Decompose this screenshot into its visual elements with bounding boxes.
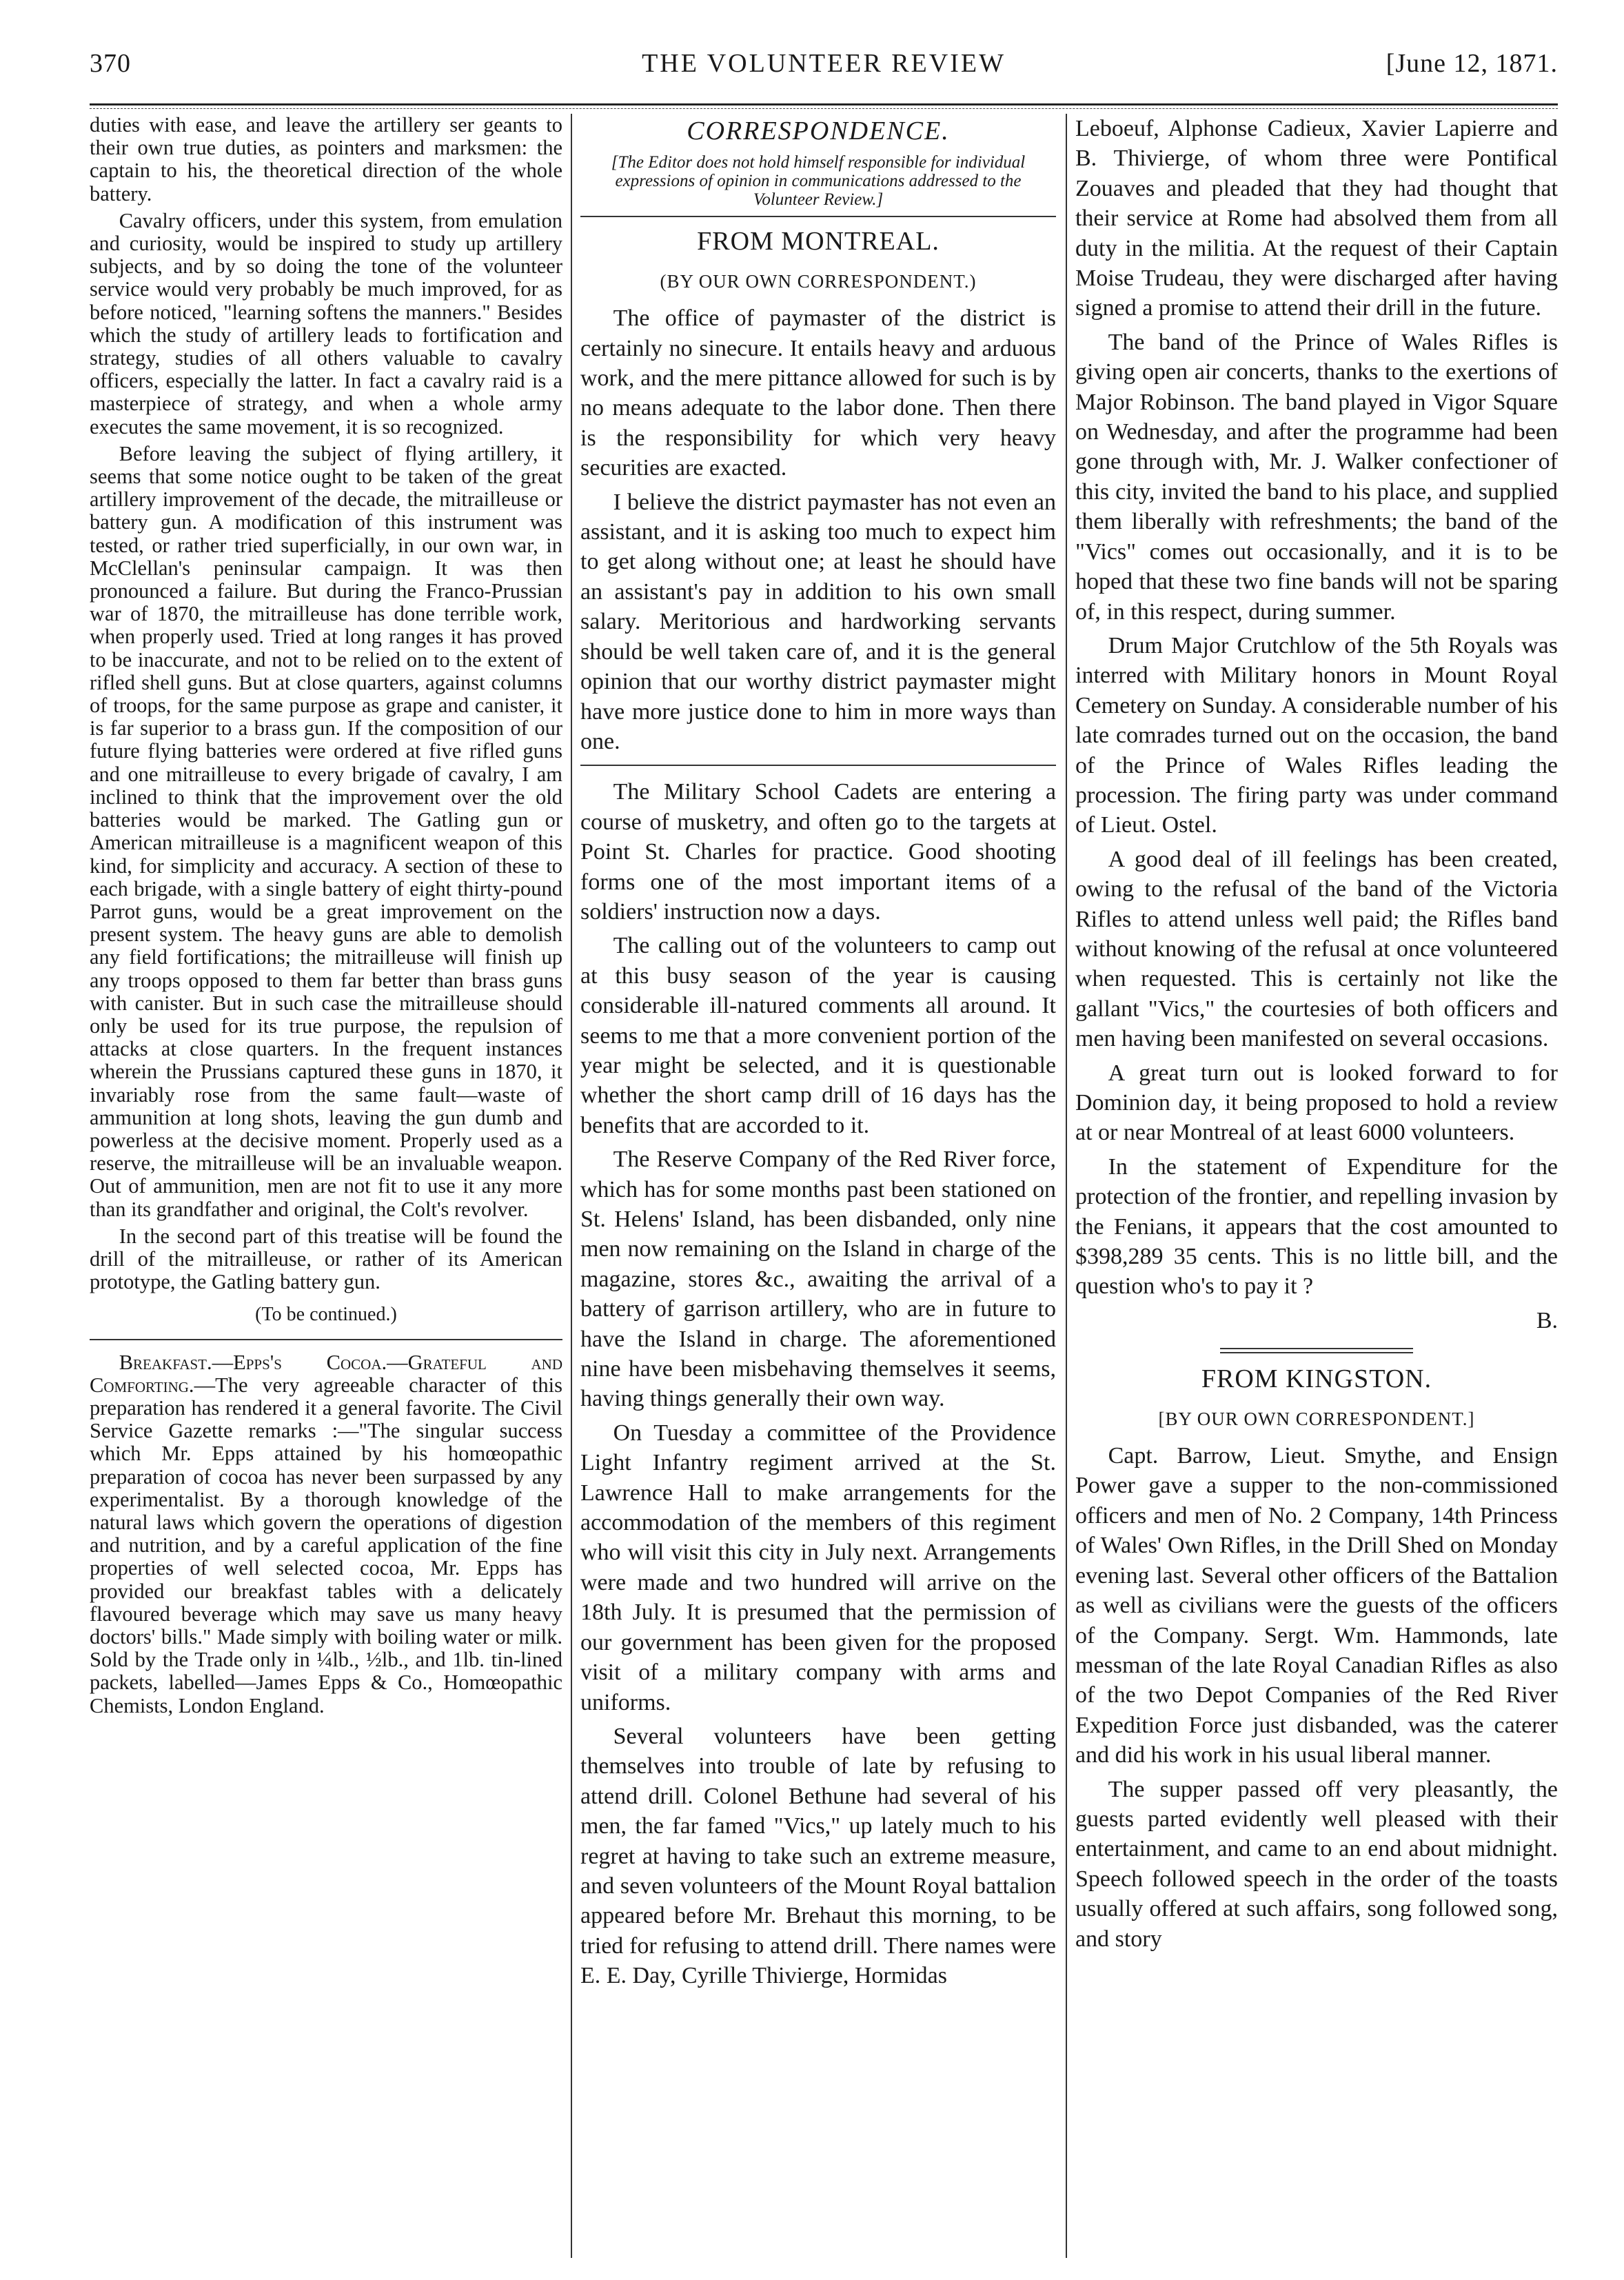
article-paragraph: Before leaving the subject of flying artillery, it seems that some notice ought to be taken of the great artillery improvement of the decade, the mitrailleuse or battery gun. A modification of this instrument was tested, or rather tried superficially, in our own war, in McClellan's peninsular campaign. It was then pronounced a failure. But during the Franco-Prussian war of 1870, the mitrailleuse has done terrible work, when properly used. Tried at long ranges it has proved to be inaccurate, and not to be relied on to the extent of rifled shell guns. But at close quarters, against columns of troops, for the same purpose as grape and canister, it is far superior to a brass gun. If the composition of our future flying batteries were ordered at five rifled guns and one mitrailleuse to every brigade of cavalry, I am inclined to think that the improvement over the old batteries would be marked. The Gatling gun or American mitrailleuse is a magnificent weapon of this kind, for simplicity and accuracy. A section of these to each brigade, with a single battery of eight thirty-pound Parrot guns, would be a great improvement on the present system. The heavy guns are able to demolish any field fortifications; the mitrailleuse will finish up any troops opposed to them far better than brass guns with canister. But in such case the mitrailleuse should only be used for its true purpose, the repulsion of attacks at close quarters. In the frequent instances wherein the Prussians captured these guns in 1870, it invariably rose from the same fault—waste of ammunition at long shots, leaving the gun dumb and powerless at the decisive moment. Properly used as a reserve, the mitrailleuse will be an invaluable weapon. Out of ammunition, men are not fit to use it any more than its grandfather and original, the Colt's revolver. [90, 441, 562, 1221]
signature [1075, 1306, 1558, 1335]
article-paragraph: On Tuesday a committee of the Providence Light Infantry regiment arrived at the St. Lawrence Hall to make arrangements for the accommodation of the members of this regiment who will visit this city in July next. Arrangements were made and two hundred will arrive on the 18th July. It is presumed that the permission of our government has been given for the proposed visit of a military company with arms and uniforms. [580, 1420, 1056, 1715]
byline: (BY OUR OWN CORRESPONDENT.) [660, 270, 977, 292]
article-separator [1220, 1348, 1413, 1353]
article-paragraph: Leboeuf, Alphonse Cadieux, Xavier Lapierre and B. Thivierge, of whom three were Pontifical Zouaves and pleaded that they had thought that their service at Rome had absolved them from all duty in the militia. At the request of their Captain Moise Trudeau, they were discharged after having signed a promise to attend their drill in the future. [1075, 116, 1558, 321]
signature-initial: B. [1536, 1307, 1558, 1333]
page-header [90, 48, 1558, 90]
article-paragraph: I believe the district paymaster has not even an assistant, and it is asking too much to expect him to get along without one; at least he should have an assistant's pay in addition to his own small salary. Meritorious and hardworking servants should be well taken care of, and it is the general opinion that our worthy district paymaster might have more justice done to him in more ways than one. [580, 489, 1056, 754]
article-paragraph: Drum Major Crutchlow of the 5th Royals was interred with Military honors in Mount Royal Cemetery on Sunday. A considerable number of his late comrades turned out on the occasion, the band of the Prince of Wales Rifles leading the procession. The firing party was under command of Lieut. Ostel. [1075, 632, 1558, 838]
advertisement [90, 1351, 562, 1717]
column-2 [580, 114, 1056, 2252]
article-paragraph: Cavalry officers, under this system, from emulation and curiosity, would be inspired to study up artillery subjects, and by so doing the tone of the volunteer service would very probably be much improved, for as before noticed, "learning softens the manners." Besides which the study of artillery leads to fortification and strategy, studies of all others valuable to cavalry officers, especially the latter. In fact a cavalry raid is a masterpiece of strategy, and when a whole army executes the same movement, it is so recognized. [90, 208, 562, 438]
article-paragraph: In the second part of this treatise will be found the drill of the mitrailleuse, or rather of its American prototype, the Gatling battery gun. [90, 1224, 562, 1294]
article-paragraph: A good deal of ill feelings has been created, owing to the refusal of the band of the Victoria Rifles to attend unless well paid; the Rifles band without knowing of the refusal at once volunteered when requested. This is certainly not like the gallant "Vics," the courtesies of both officers and men having been manifested on several occasions. [1075, 846, 1558, 1052]
article-paragraph: In the statement of Expenditure for the protection of the frontier, and repelling invasion by the Fenians, it appears that the cost amounted to $398,289 35 cents. This is no little bill, and the question who's to pay it ? [1075, 1153, 1558, 1300]
article-paragraph: The supper passed off very pleasantly, the guests parted evidently well pleased with their entertainment, and came to an end about midnight. Speech followed speech in the order of the toasts usually offered at such affairs, song followed song, and story [1075, 1776, 1558, 1952]
column-3 [1075, 114, 1558, 2252]
paragraph-rule [580, 765, 1056, 766]
article-paragraph: The band of the Prince of Wales Rifles is giving open air concerts, thanks to the exertions of Major Robinson. The band played in Vigor Square on Wednesday, and after the programme had been gone through with, Mr. J. Walker confectioner of this city, invited the band to his place, and supplied them liberally with refreshments; the band of the "Vics" comes out occasionally, and it is to be hoped that these two fine bands will not be sparing of, in this respect, during summer. [1075, 329, 1558, 625]
article-title: FROM KINGSTON. [1201, 1364, 1432, 1394]
article-paragraph: A great turn out is looked forward to for Dominion day, it being proposed to hold a review at or near Montreal of at least 6000 volunteers. [1075, 1060, 1558, 1146]
section-rule [90, 1339, 562, 1340]
article-title: FROM MONTREAL. [697, 227, 940, 256]
continued-note: (To be continued.) [255, 1304, 397, 1326]
article-paragraph: The calling out of the volunteers to camp out at this busy season of the year is causing considerable ill-natured comments all around. It seems to me that a more convenient portion of the year might be selected, and it is questionable whether the short camp drill of 16 days has the benefits that are accorded to it. [580, 933, 1056, 1138]
article-paragraph: duties with ease, and leave the artillery ser geants to their own true duties, as pointers and marksmen: the captain to his, the theoretical direction of the whole battery. [90, 114, 562, 205]
article-paragraph: The office of paymaster of the district is certainly no sinecure. It entails heavy and arduous work, and the mere pittance allowed for such is by no means adequate to the labor done. Then there is the responsibility for which very heavy securities are exacted. [580, 305, 1056, 481]
article-paragraph: The Military School Cadets are entering a course of musketry, and often go to the targets at Point St. Charles for practice. Good shooting forms one of the most important items of a soldiers' instruction now a days. [580, 779, 1056, 925]
column-divider [571, 114, 572, 2258]
issue-date: [June 12, 1871. [1386, 49, 1558, 78]
publication-title: THE VOLUNTEER REVIEW [642, 49, 1006, 78]
ad-text: —The very agreeable character of this preparation has rendered it a general favorite. The Civil Service Gazette remarks :—"The singular success which Mr. Epps attained by his homœopathic preparation of cocoa has never been surpassed by any experimentalist. By a thorough knowledge of the natural laws which govern the operations of digestion and nutrition, and by a careful application of the fine properties of well selected cocoa, Mr. Epps has provided our breakfast tables with a delicately flavoured beverage which may save us many heavy doctors' bills." Made simply with boiling water or milk. Sold by the Trade only in ¼lb., ½lb., and 1lb. tin-lined packets, labelled—James Epps & Co., Homœopathic Chemists, London England. [90, 1373, 562, 1717]
editor-disclaimer: [The Editor does not hold himself responsible for individual expressions of opinion in communications addressed to the Volunteer Review.] [580, 153, 1056, 217]
header-rule [90, 103, 1558, 109]
byline: [BY OUR OWN CORRESPONDENT.] [1158, 1408, 1475, 1429]
page-number: 370 [90, 49, 131, 78]
article-paragraph: Several volunteers have been getting themselves into trouble of late by refusing to attend drill. Colonel Bethune had several of his men, the far famed "Vics," up lately much to his regret at having to take such an extreme measure, and seven volunteers of the Mount Royal battalion appeared before Mr. Brehaut this morning, to be tried for refusing to attend drill. There names were E. E. Day, Cyrille Thivierge, Hormidas [580, 1723, 1056, 1989]
section-heading: CORRESPONDENCE. [687, 117, 950, 145]
column-1 [90, 114, 562, 2252]
article-paragraph: Capt. Barrow, Lieut. Smythe, and Ensign Power gave a supper to the non-commissioned officers and men of No. 2 Company, 14th Princess of Wales' Own Rifles, in the Drill Shed on Monday evening last. Several other officers of the Battalion as well as civilians were the guests of the officers of the Company. Sergt. Wm. Hammonds, late messman of the late Royal Canadian Rifles as also of the two Depot Companies of the Red River Expedition Force just disbanded, was the caterer and did his work in his usual liberal manner. [1075, 1443, 1558, 1768]
article-paragraph: The Reserve Company of the Red River force, which has for some months past been stationed on St. Helens' Island, has been disbanded, only nine men now remaining on the Island in charge of the magazine, stores &c., awaiting the arrival of a battery of garrison artillery, who are in future to have the Island in charge. The aforementioned nine have been misbehaving themselves it seems, having things generally their own way. [580, 1147, 1056, 1412]
ad-lead: Breakfast.—Epps's Cocoa.—Grateful and Comforting. [90, 1350, 562, 1397]
column-divider [1066, 114, 1067, 2258]
